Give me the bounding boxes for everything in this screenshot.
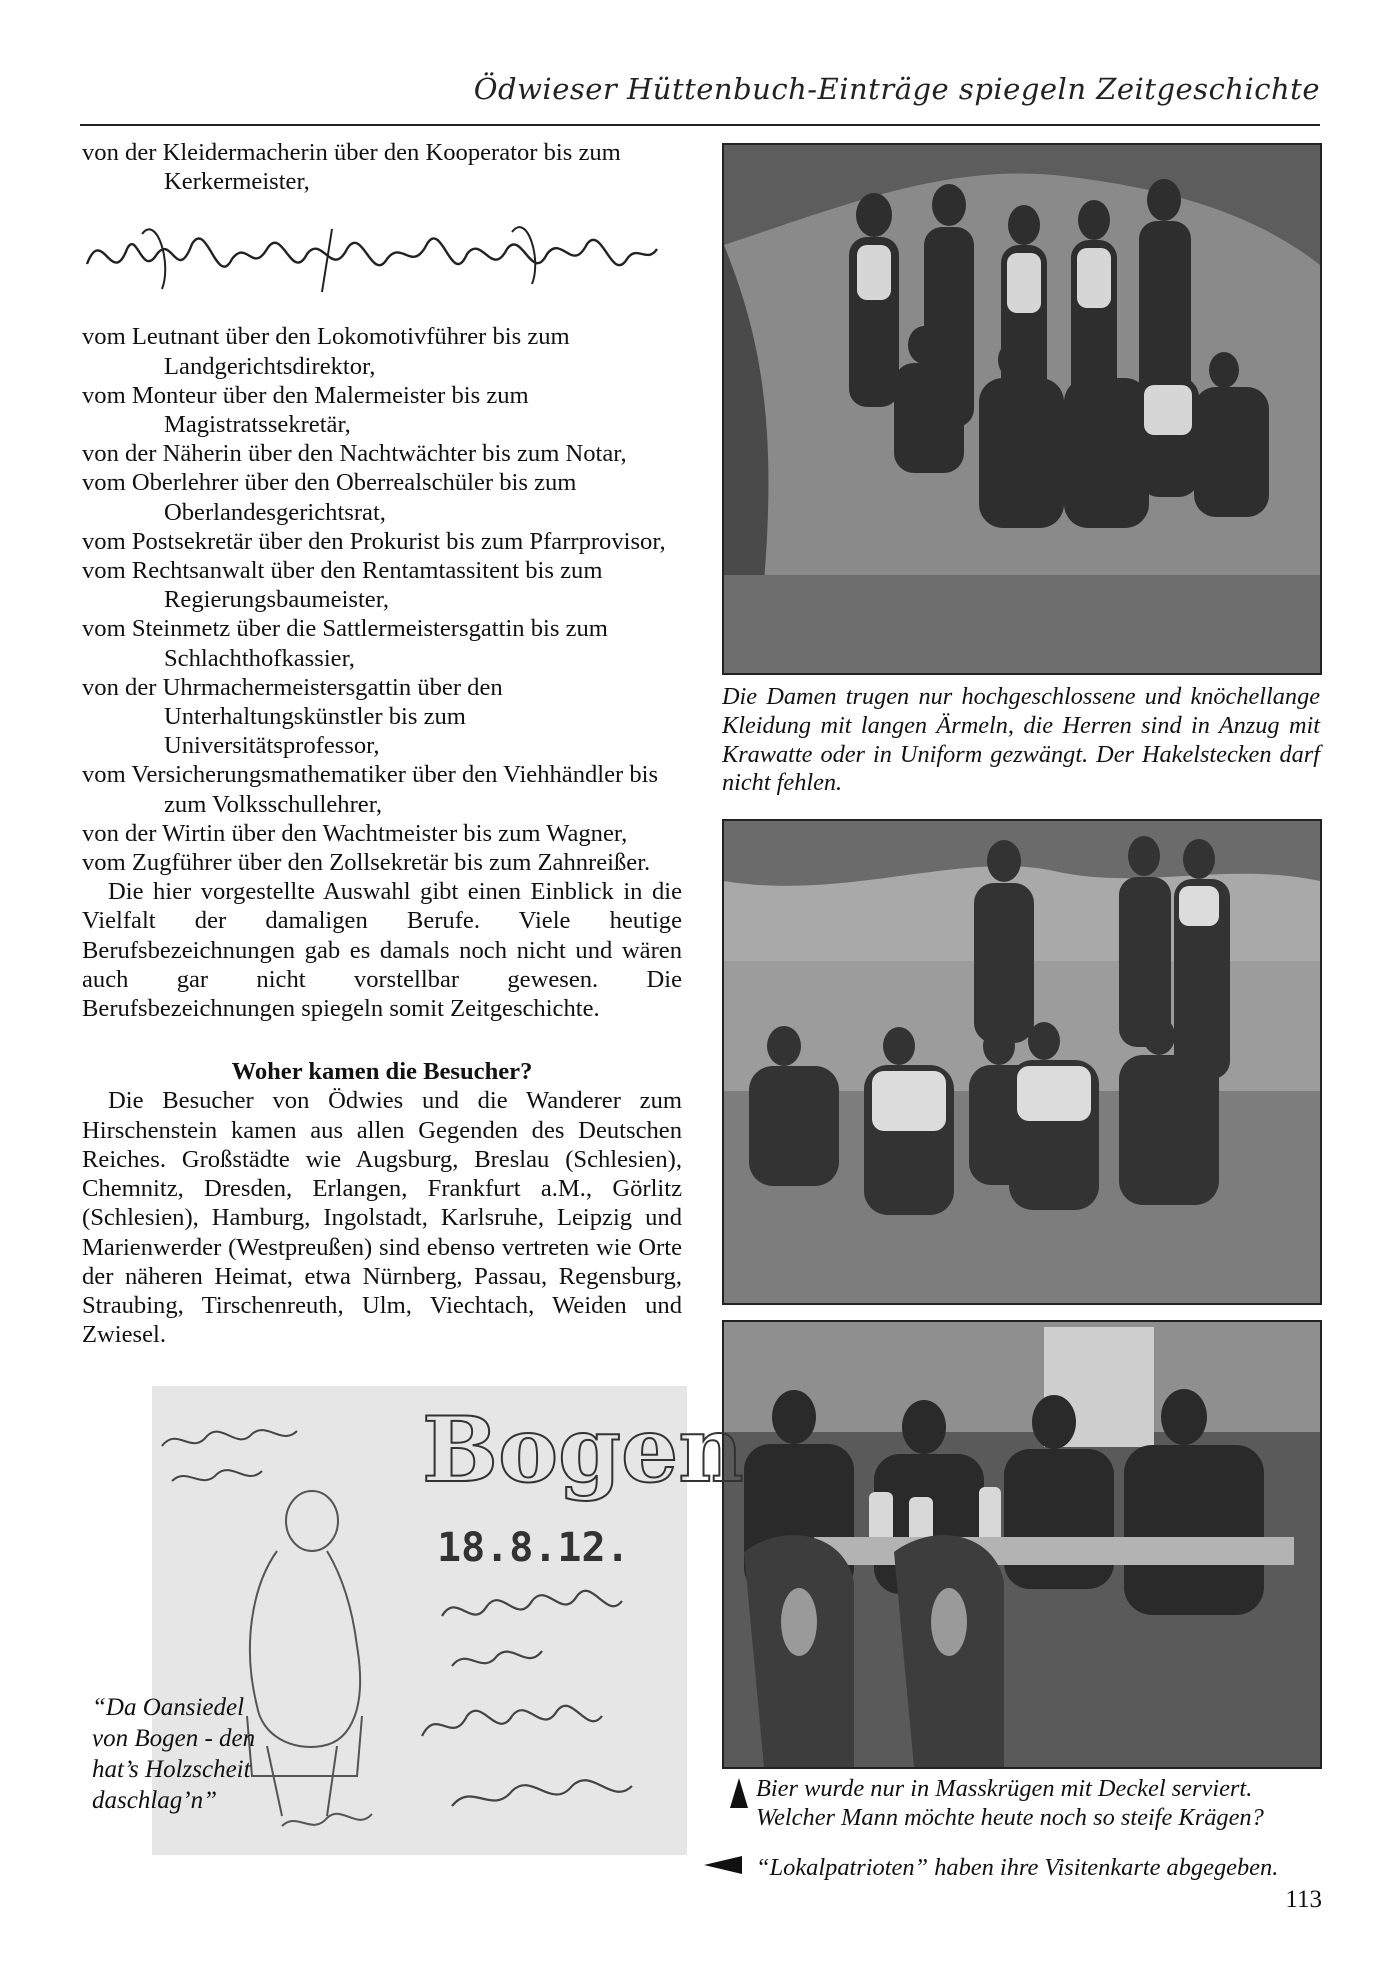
body-paragraph-professions: Die hier vorgestellte Auswahl gibt einen Einblick in die Vielfalt der damaligen Berufe. Viele heutige Berufsbezeichnungen gab es damals noch nicht und wären auch gar nicht vorstellbar gewesen. Die Berufsbezeichnungen spiegeln somit Zeitgeschichte. [82, 878, 682, 1023]
profession-entry: vom Oberlehrer über den Oberrealschüler bis zum Oberlandesgerichtsrat, [82, 469, 577, 526]
date-stamp: 18.8.12. [437, 1525, 630, 1571]
group-photo-meadow [722, 819, 1322, 1305]
sketch-caption: “Da Oansiedel von Bogen - den hat’s Holzscheit daschlag’n” [92, 1694, 256, 1814]
left-column [82, 138, 682, 1349]
arrow-up-icon [730, 1778, 748, 1808]
section-heading: Woher kamen die Besucher? [231, 1058, 533, 1086]
running-header: Ödwieser Hüttenbuch-Einträge spiegeln Zeitgeschichte [473, 72, 1320, 106]
handwritten-signature [82, 204, 682, 304]
profession-entry: vom Postsekretär über den Prokurist bis zum Pfarrprovisor, [82, 527, 666, 555]
arrow-left-icon [704, 1856, 742, 1874]
caption-group-photo: Die Damen trugen nur hochgeschlossene und knöchellange Kleidung mit langen Ärmeln, die Herren sind in Anzug mit Krawatte oder in Uniform gezwängt. Der Hakelstecken darf nicht fehlen. [722, 683, 1320, 797]
profession-entry: vom Rechtsanwalt über den Rentamtassitent bis zum Regierungsbaumeister, [82, 557, 603, 614]
group-photo-rock [722, 143, 1322, 675]
caption-beer-photo: Bier wurde nur in Masskrügen mit Deckel serviert. Welcher Mann möchte heute noch so steife Krägen? [756, 1775, 1264, 1831]
profession-entry: von der Wirtin über den Wachtmeister bis zum Wagner, [82, 819, 628, 847]
profession-entry: vom Zugführer über den Zollsekretär bis zum Zahnreißer. [82, 849, 651, 877]
profession-entry: vom Monteur über den Malermeister bis zum Magistratssekretär, [82, 381, 529, 439]
header-rule [80, 124, 1320, 126]
profession-entry: von der Uhrmachermeistersgattin über den Unterhaltungskünstler bis zum Universitätsprofessor, [82, 673, 503, 760]
page-number: 113 [1285, 1886, 1322, 1913]
body-paragraph-visitors: Die Besucher von Ödwies und die Wanderer zum Hirschenstein kamen aus allen Gegenden des Deutschen Reiches. Großstädte wie Augsburg, Breslau (Schlesien), Chemnitz, Dresden, Erlangen, Frankfurt a.M., Görlitz (Schlesien), Hamburg, Ingolstadt, Karlsruhe, Leipzig und Marienwerder (Westpreußen) sind ebenso vertreten wie Orte der näheren Heimat, etwa Nürnberg, Passau, Regensburg, Straubing, Tirschenreuth, Ulm, Viechtach, Weiden und Zwiesel. [82, 1087, 682, 1349]
beer-table-photo [722, 1320, 1322, 1769]
caption-visitor-card: “Lokalpatrioten” haben ihre Visitenkarte abgegeben. [756, 1854, 1279, 1881]
gothic-lettering: Bogen [422, 1397, 744, 1503]
profession-entry: von der Näherin über den Nachtwächter bis zum Notar, [82, 440, 627, 468]
profession-entry: vom Leutnant über den Lokomotivführer bis zum Landgerichtsdirektor, [82, 323, 570, 380]
profession-entry: vom Versicherungsmathematiker über den Viehhändler bis zum Volksschullehrer, [82, 761, 659, 818]
profession-entry: vom Steinmetz über die Sattlermeistersgattin bis zum Schlachthofkassier, [82, 615, 608, 672]
profession-entry: von der Kleidermacherin über den Kooperator bis zum Kerkermeister, [82, 139, 621, 196]
